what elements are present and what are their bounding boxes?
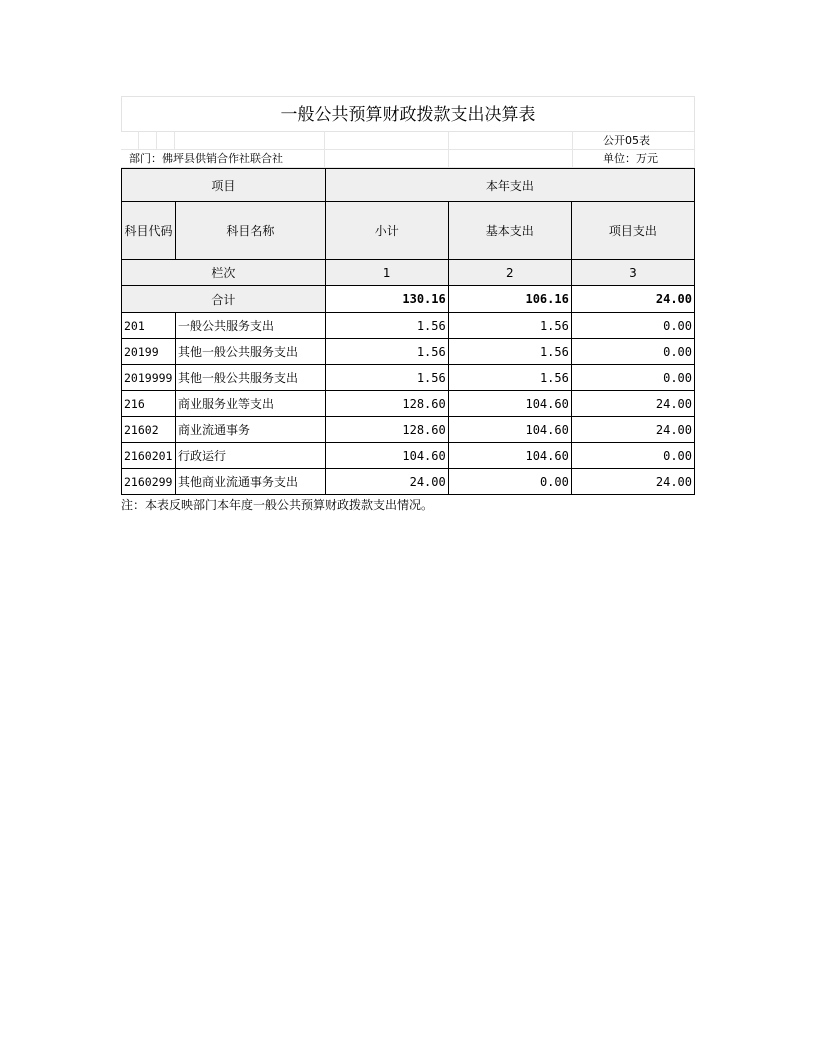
table-row — [122, 391, 695, 417]
row-code: 2160201 — [122, 443, 176, 469]
row-project: 0.00 — [571, 339, 694, 365]
row-project: 24.00 — [571, 469, 694, 495]
header-project: 项目支出 — [571, 202, 694, 260]
row-subtotal: 1.56 — [325, 365, 448, 391]
total-label: 合计 — [122, 286, 326, 313]
table-row — [122, 365, 695, 391]
header-current-year: 本年支出 — [325, 169, 694, 202]
table-row — [122, 443, 695, 469]
header-basic: 基本支出 — [448, 202, 571, 260]
header-col3: 3 — [571, 260, 694, 286]
row-basic: 104.60 — [448, 443, 571, 469]
row-subtotal: 128.60 — [325, 417, 448, 443]
row-basic: 1.56 — [448, 365, 571, 391]
row-project: 0.00 — [571, 313, 694, 339]
row-basic: 1.56 — [448, 313, 571, 339]
row-code: 201 — [122, 313, 176, 339]
row-project: 24.00 — [571, 417, 694, 443]
header-col2: 2 — [448, 260, 571, 286]
header-name: 科目名称 — [175, 202, 325, 260]
row-subtotal: 24.00 — [325, 469, 448, 495]
row-project: 24.00 — [571, 391, 694, 417]
form-code: 公开05表 — [573, 132, 695, 150]
row-name: 一般公共服务支出 — [175, 313, 325, 339]
row-code: 21602 — [122, 417, 176, 443]
row-basic: 1.56 — [448, 339, 571, 365]
header-item: 项目 — [122, 169, 326, 202]
total-basic: 106.16 — [448, 286, 571, 313]
row-code: 2019999 — [122, 365, 176, 391]
row-name: 商业流通事务 — [175, 417, 325, 443]
row-basic: 0.00 — [448, 469, 571, 495]
header-code: 科目代码 — [122, 202, 176, 260]
row-name: 其他一般公共服务支出 — [175, 365, 325, 391]
unit-label: 单位：万元 — [573, 150, 695, 168]
row-code: 2160299 — [122, 469, 176, 495]
row-code: 216 — [122, 391, 176, 417]
report-title: 一般公共预算财政拨款支出决算表 — [121, 96, 695, 132]
row-name: 其他一般公共服务支出 — [175, 339, 325, 365]
meta-row-department — [121, 150, 695, 168]
table-note: 注：本表反映部门本年度一般公共预算财政拨款支出情况。 — [121, 498, 434, 512]
row-basic: 104.60 — [448, 391, 571, 417]
row-project: 0.00 — [571, 443, 694, 469]
row-name: 商业服务业等支出 — [175, 391, 325, 417]
row-code: 20199 — [122, 339, 176, 365]
row-name: 其他商业流通事务支出 — [175, 469, 325, 495]
table-row — [122, 469, 695, 495]
total-project: 24.00 — [571, 286, 694, 313]
total-subtotal: 130.16 — [325, 286, 448, 313]
row-subtotal: 128.60 — [325, 391, 448, 417]
row-project: 0.00 — [571, 365, 694, 391]
table-row — [122, 313, 695, 339]
expenditure-table — [121, 168, 695, 495]
header-col1: 1 — [325, 260, 448, 286]
header-subtotal: 小计 — [325, 202, 448, 260]
meta-row-form-code — [121, 132, 695, 150]
row-subtotal: 104.60 — [325, 443, 448, 469]
row-basic: 104.60 — [448, 417, 571, 443]
header-column-order: 栏次 — [122, 260, 326, 286]
department-label: 部门：佛坪县供销合作社联合社 — [121, 150, 325, 168]
total-row — [122, 286, 695, 313]
table-row — [122, 417, 695, 443]
row-subtotal: 1.56 — [325, 313, 448, 339]
row-name: 行政运行 — [175, 443, 325, 469]
table-row — [122, 339, 695, 365]
row-subtotal: 1.56 — [325, 339, 448, 365]
